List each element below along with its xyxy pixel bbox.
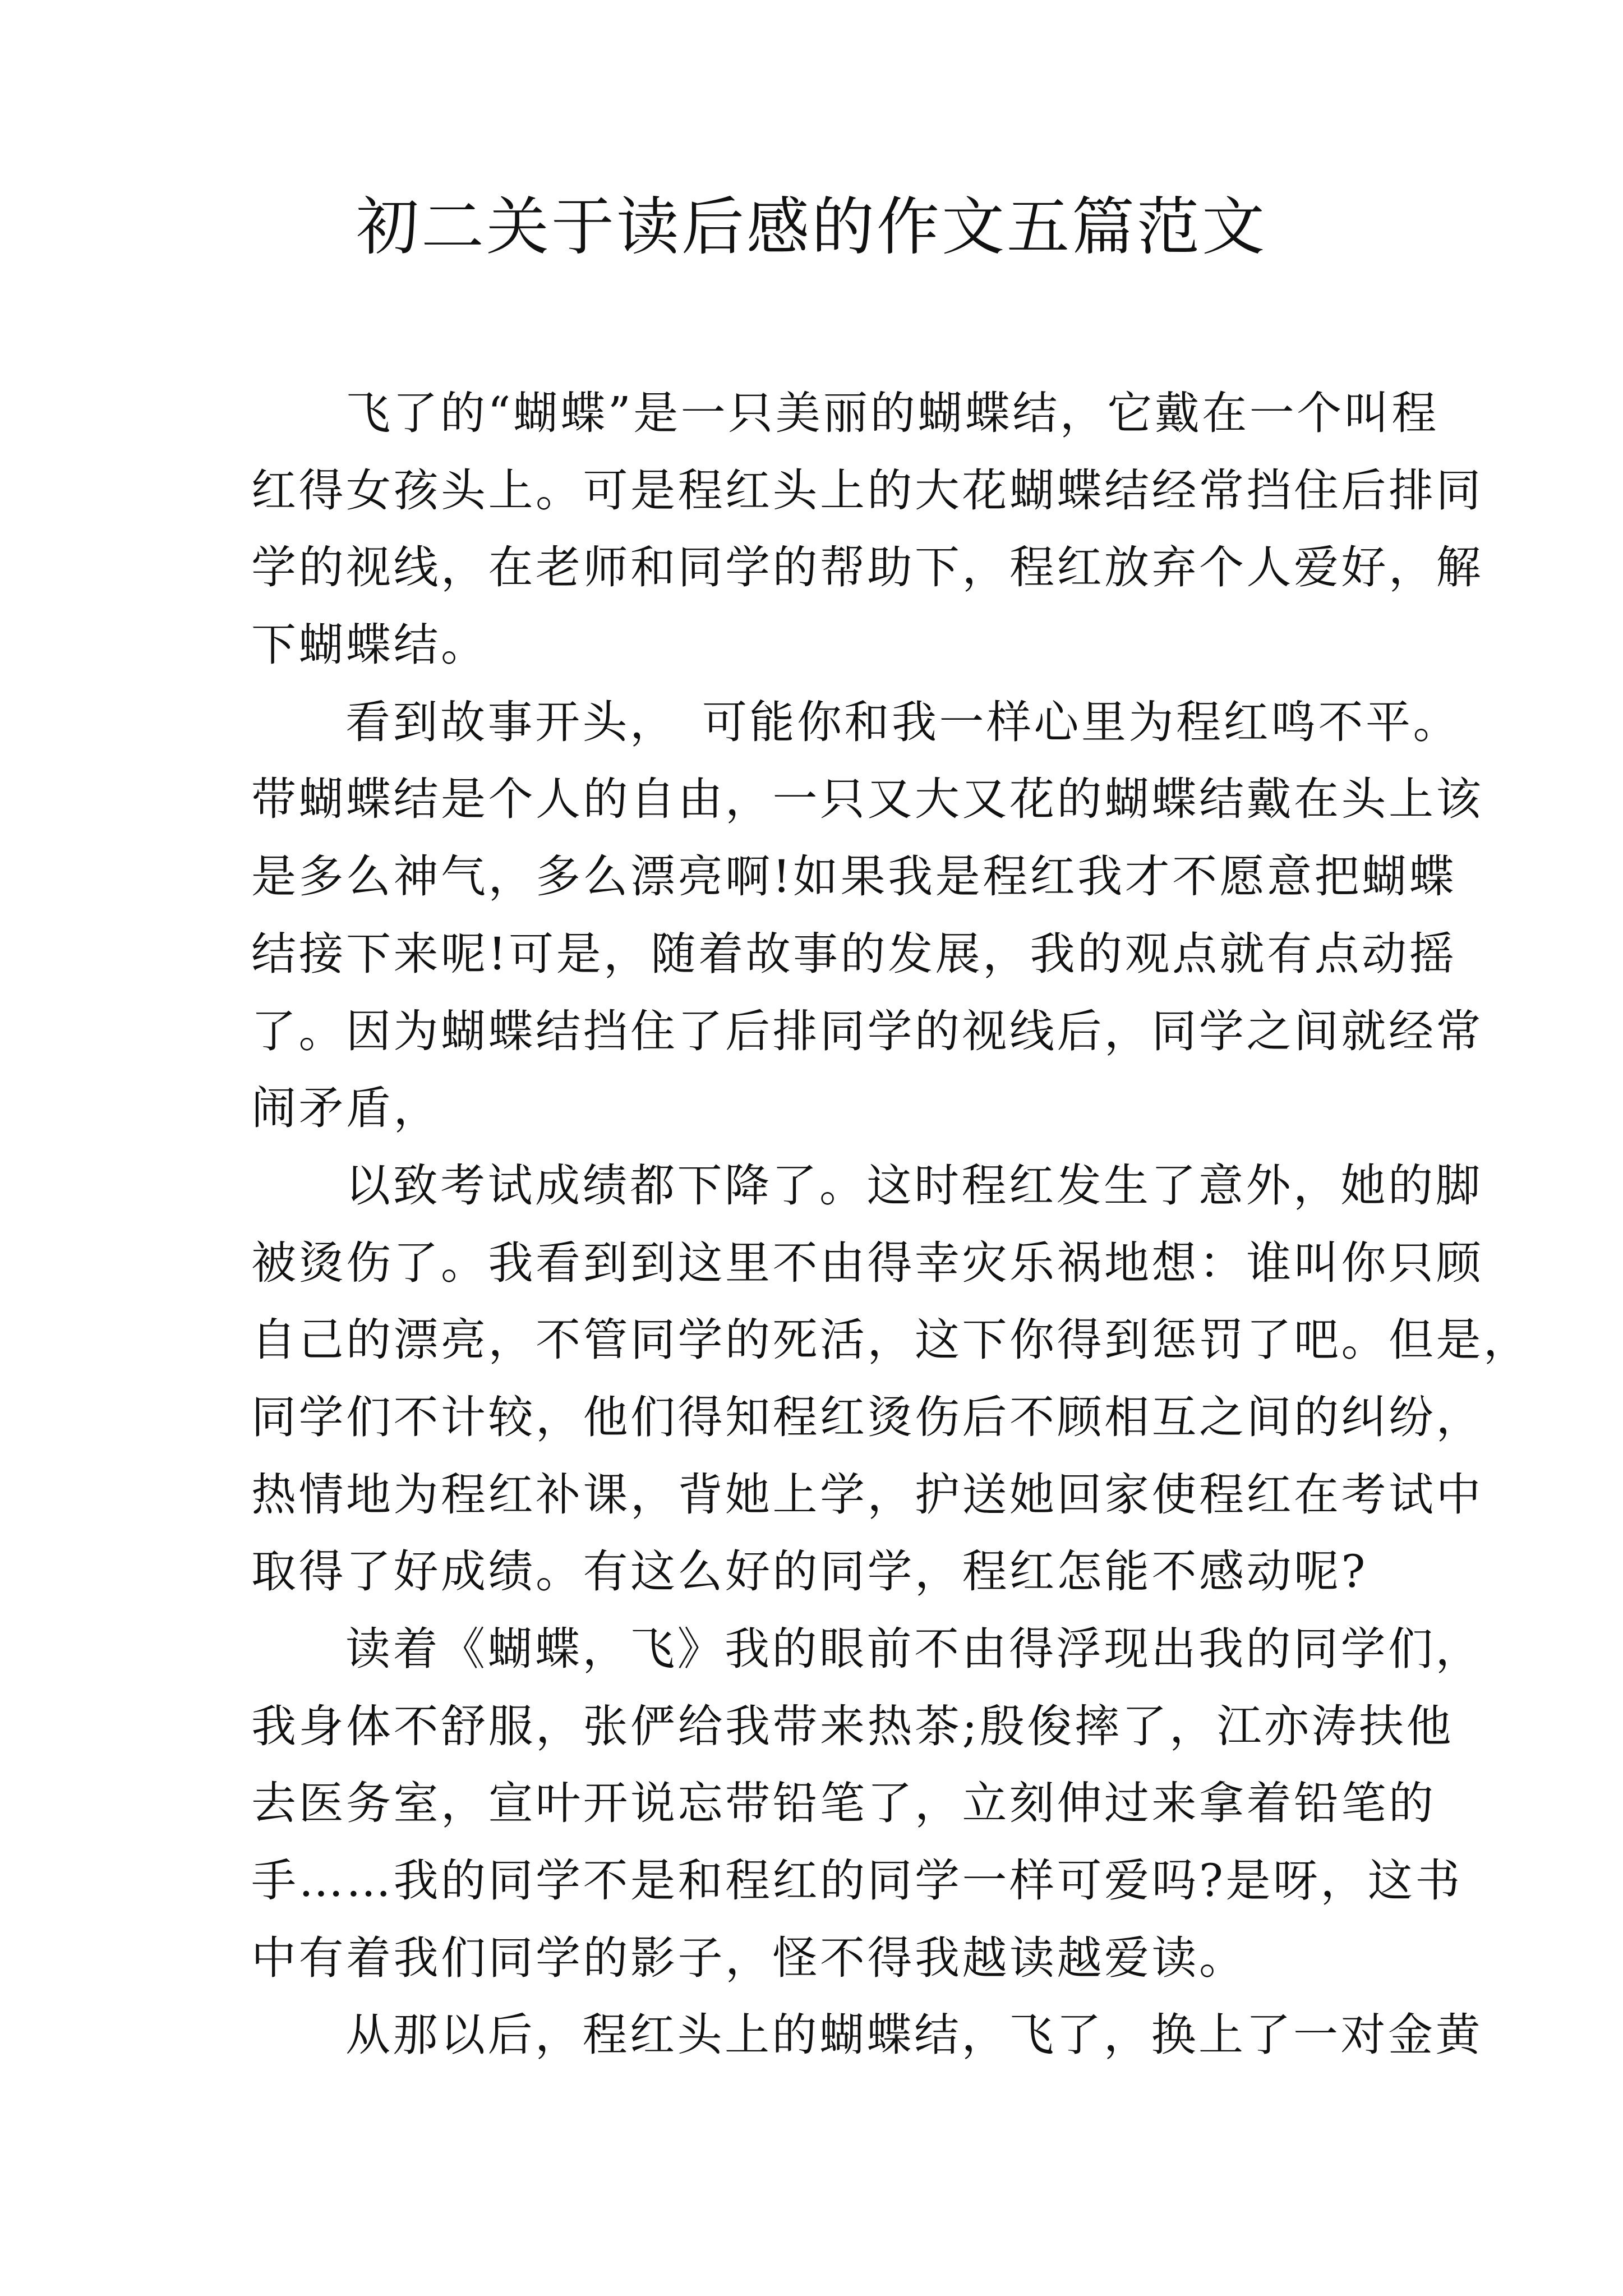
paragraph-line: 我身体不舒服，张俨给我带来热茶;殷俊摔了，江亦涛扶他: [251, 1700, 1454, 1752]
paragraph-line: 学的视线，在老师和同学的帮助下，程红放弃个人爱好，解: [251, 541, 1483, 594]
paragraph-line: 中有着我们同学的影子，怪不得我越读越爱读。: [251, 1931, 1247, 1984]
paragraph-line: 自己的漂亮，不管同学的死活，这下你得到惩罚了吧。但是，: [251, 1314, 1531, 1366]
document-title: 初二关于读后感的作文五篇范文: [356, 191, 1267, 264]
paragraph-line: 下蝴蝶结。: [251, 619, 488, 671]
paragraph-line: 看到故事开头， 可能你和我一样心里为程红鸣不平。: [345, 696, 1460, 748]
paragraph-line: 带蝴蝶结是个人的自由，一只又大又花的蝴蝶结戴在头上该: [251, 773, 1483, 826]
paragraph-line: 以致考试成绩都下降了。这时程红发生了意外，她的脚: [345, 1159, 1483, 1212]
paragraph-line: 热情地为程红补课，背她上学，护送她回家使程红在考试中: [251, 1468, 1483, 1521]
paragraph-line: 闹矛盾，: [251, 1082, 441, 1135]
paragraph-line: 结接下来呢!可是，随着故事的发展，我的观点就有点动摇: [251, 927, 1457, 980]
paragraph-line: 同学们不计较，他们得知程红烫伤后不顾相互之间的纠纷，: [251, 1391, 1483, 1443]
paragraph-line: 读着《蝴蝶，飞》我的眼前不由得浮现出我的同学们，: [345, 1623, 1483, 1675]
paragraph-line: 飞了的“蝴蝶”是一只美丽的蝴蝶结，它戴在一个叫程: [345, 387, 1439, 439]
paragraph-line: 是多么神气，多么漂亮啊!如果我是程红我才不愿意把蝴蝶: [251, 850, 1457, 903]
paragraph-line: 去医务室，宣叶开说忘带铅笔了，立刻伸过来拿着铅笔的: [251, 1777, 1436, 1830]
document-body: [251, 375, 1531, 2074]
paragraph-line: 从那以后，程红头上的蝴蝶结，飞了，换上了一对金黄: [345, 2009, 1483, 2062]
paragraph-line: 被烫伤了。我看到到这里不由得幸灾乐祸地想：谁叫你只顾: [251, 1236, 1483, 1289]
paragraph-line: 手……我的同学不是和程红的同学一样可爱吗?是呀，这书: [251, 1855, 1463, 1907]
paragraph-line: 取得了好成绩。有这么好的同学，程红怎能不感动呢?: [251, 1545, 1368, 1598]
paragraph-line: 红得女孩头上。可是程红头上的大花蝴蝶结经常挡住后排同: [251, 464, 1483, 517]
paragraph-line: 了。因为蝴蝶结挡住了后排同学的视线后，同学之间就经常: [251, 1005, 1483, 1057]
